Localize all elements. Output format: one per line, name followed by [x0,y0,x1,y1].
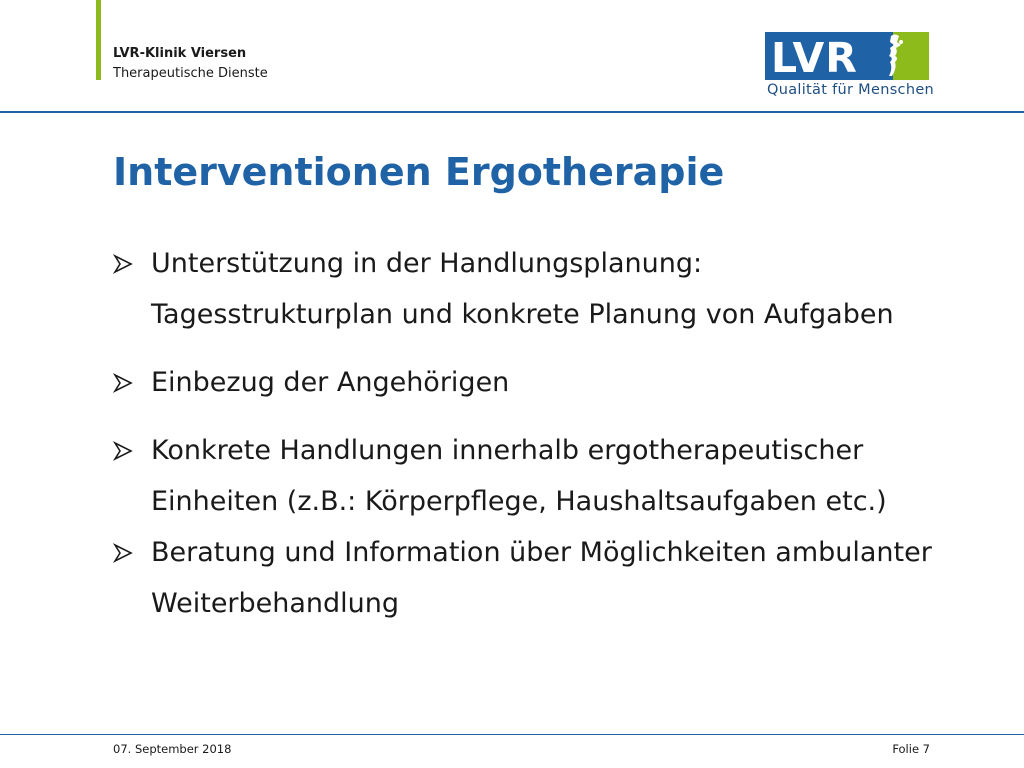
logo-text: LVR [771,34,858,82]
bullet-item [113,425,933,527]
lvr-logo [765,30,935,102]
bullet-text: Unterstützung in der Handlungsplanung: Tagesstrukturplan und konkrete Planung von Aufgaben [151,248,894,330]
bullet-text: Konkrete Handlungen innerhalb ergotherapeutischer Einheiten (z.B.: Körperpflege, Haushaltsaufgaben etc.) [151,435,887,517]
org-name: LVR-Klinik Viersen [113,46,247,61]
bullet-item [113,357,933,408]
footer-divider [0,734,1024,735]
org-department: Therapeutische Dienste [113,66,268,81]
bullet-list [113,238,933,629]
slide-title: Interventionen Ergotherapie [113,150,725,194]
logo-box [765,32,893,80]
arrow-bullet-icon [113,254,133,274]
footer-date: 07. September 2018 [113,742,232,756]
bullet-item [113,527,933,629]
arrow-bullet-icon [113,543,133,563]
header-divider [0,111,1024,113]
logo-slogan: Qualität für Menschen [767,82,935,98]
page-number: Folie 7 [892,742,930,756]
face-profile-icon [877,32,917,80]
arrow-bullet-icon [113,373,133,393]
bullet-item [113,238,933,340]
header-accent-bar [96,0,101,80]
bullet-text: Beratung und Information über Möglichkeiten ambulanter Weiterbehandlung [151,537,932,619]
arrow-bullet-icon [113,441,133,461]
bullet-text: Einbezug der Angehörigen [151,367,510,398]
